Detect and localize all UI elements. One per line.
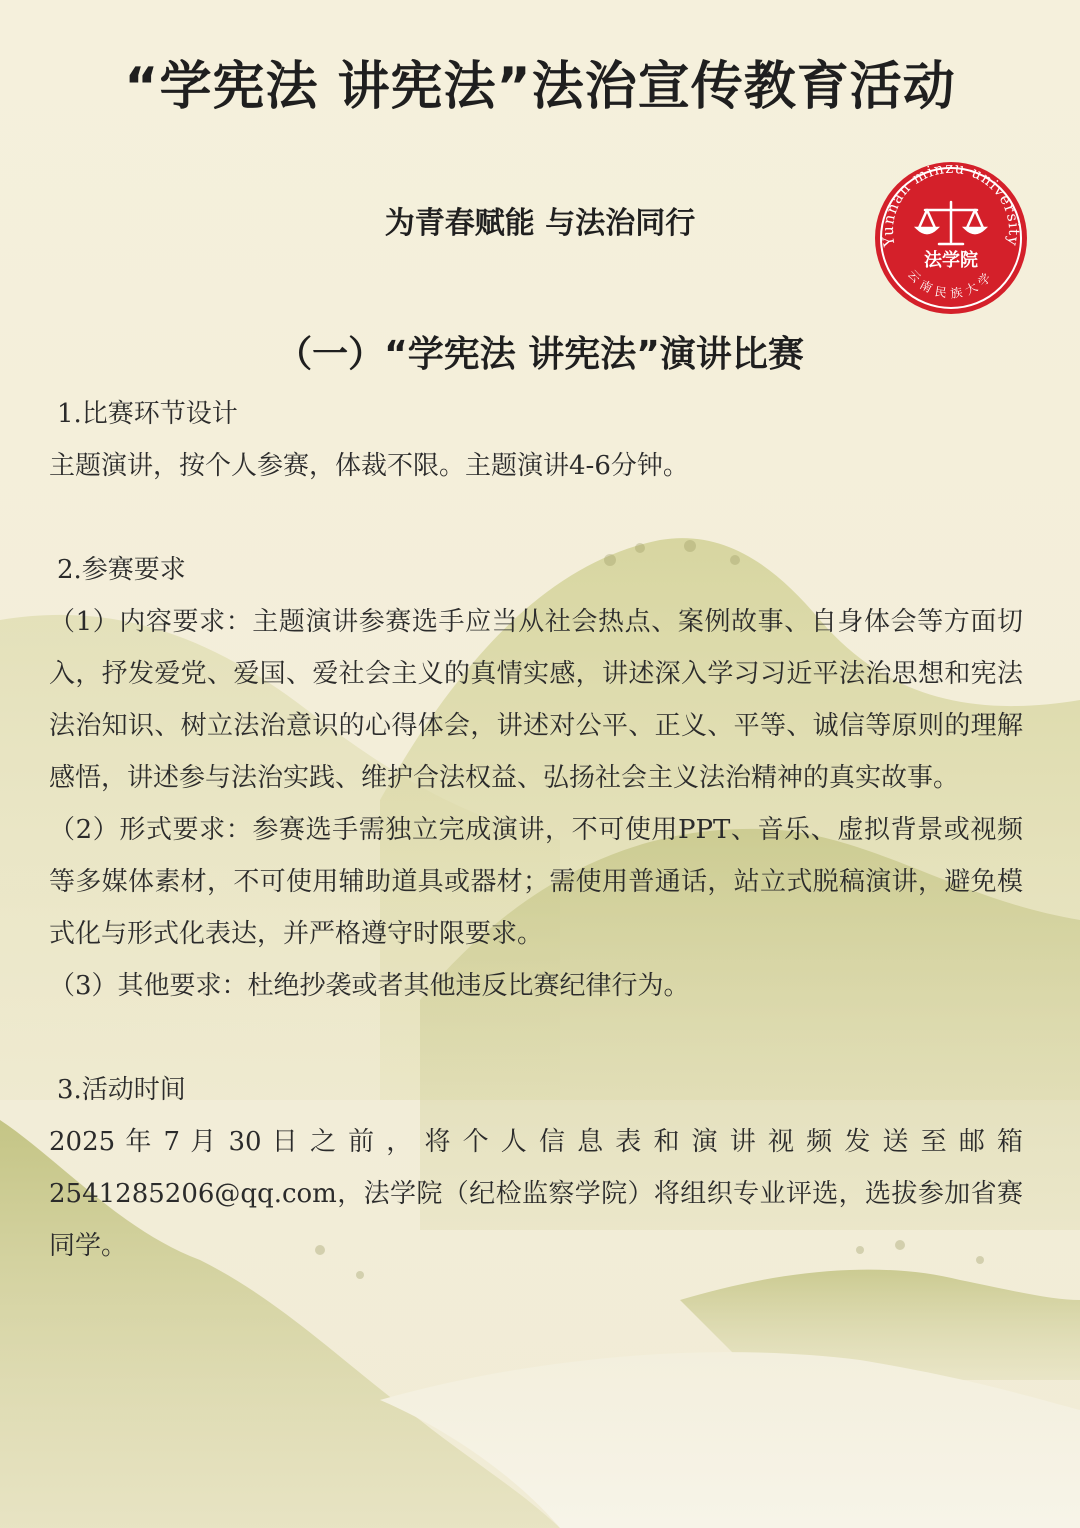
section-body — [49, 388, 1023, 1272]
heading-competition-design: 1.比赛环节设计 — [57, 399, 238, 429]
heading-requirements: 2.参赛要求 — [57, 555, 186, 585]
page-title: “学宪法 讲宪法”法治宣传教育活动 — [124, 57, 956, 117]
requirement-content: （1）内容要求：主题演讲参赛选手应当从社会热点、案例故事、自身体会等方面切入，抒发爱党、爱国、爱社会主义的真情实感，讲述深入学习习近平法治思想和宪法法治知识、树立法治意识的心得体会，讲述对公平、正义、平等、诚信等原则的理解感悟，讲述参与法治实践、维护合法权益、弘扬社会主义法治精神的真实故事。 — [49, 607, 1023, 793]
svg-text:云南民族大学: 云南民族大学 — [904, 267, 998, 301]
activity-time-line2: 2541285206@qq.com，法学院（纪检监察学院）将组织专业评选，选拔参加省赛同学。 — [49, 1179, 1023, 1261]
section-title: （一）“学宪法 讲宪法”演讲比赛 — [276, 334, 804, 375]
competition-design-text: 主题演讲，按个人参赛，体裁不限。主题演讲4-6分钟。 — [49, 451, 689, 481]
heading-activity-time: 3.活动时间 — [57, 1075, 186, 1105]
activity-time-line1: 2025 年 7 月 30 日 之 前 ， 将 个 人 信 息 表 和 演 讲 视 频 发 送 至 邮 箱 — [49, 1127, 1023, 1157]
requirement-other: （3）其他要求：杜绝抄袭或者其他违反比赛纪律行为。 — [49, 971, 690, 1001]
svg-text:Yunnan minzu university: Yunnan minzu university — [878, 160, 1024, 248]
subtitle: 为青春赋能 与法治同行 — [384, 206, 696, 241]
requirement-format: （2）形式要求：参赛选手需独立完成演讲，不可使用PPT、音乐、虚拟背景或视频等多媒体素材，不可使用辅助道具或器材；需使用普通话，站立式脱稿演讲，避免模式化与形式化表达，并严格遵守时限要求。 — [49, 815, 1023, 949]
law-school-seal — [873, 160, 1029, 316]
seal-center-text: 法学院 — [924, 250, 978, 271]
